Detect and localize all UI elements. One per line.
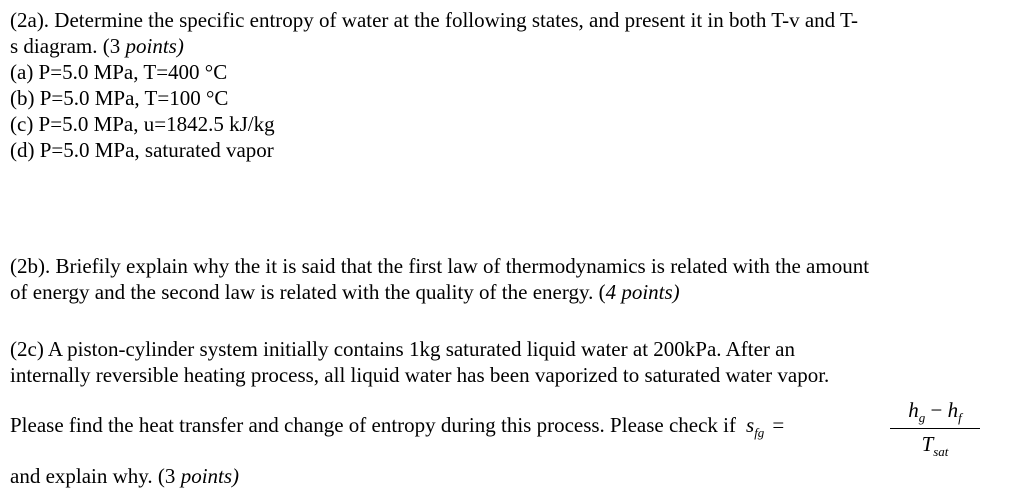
entropy-fraction bbox=[890, 398, 980, 462]
num-g-sub: g bbox=[918, 410, 926, 426]
fraction-denominator bbox=[890, 432, 980, 460]
q2c-line-2 bbox=[10, 363, 829, 387]
q2a-item-c-text: (c) P=5.0 MPa, u=1842.5 kJ/kg bbox=[10, 112, 275, 136]
q2b-line-1 bbox=[10, 254, 869, 278]
q2a-item-a-text: (a) P=5.0 MPa, T=400 °C bbox=[10, 60, 228, 84]
num-h-g: h bbox=[908, 398, 919, 422]
formula-lhs: s bbox=[746, 413, 755, 437]
q2b-line-2 bbox=[10, 280, 680, 304]
q2b-points: 4 points) bbox=[605, 280, 680, 304]
q2a-item-a bbox=[10, 60, 227, 84]
q2c-line-1 bbox=[10, 337, 795, 361]
formula-equals: = bbox=[772, 413, 785, 437]
den-T: T bbox=[921, 432, 934, 456]
q2a-line2-text: s diagram. (3 bbox=[10, 34, 126, 58]
q2a-item-c bbox=[10, 112, 275, 136]
q2c-points: points) bbox=[180, 464, 240, 488]
q2c-line3-text: Please find the heat transfer and change of entropy during this process. Please check if bbox=[10, 413, 736, 437]
q2c-heading-text: (2c) A piston-cylinder system initially contains 1kg saturated liquid water at 200kPa. After an bbox=[10, 337, 795, 361]
num-h-f: h bbox=[947, 398, 959, 422]
q2c-line-3 bbox=[10, 413, 784, 445]
num-f-sub: f bbox=[958, 410, 962, 426]
fraction-bar bbox=[890, 428, 980, 429]
num-minus: − bbox=[925, 398, 948, 422]
den-sat-sub: sat bbox=[933, 444, 949, 460]
q2a-points: points) bbox=[125, 34, 184, 58]
q2b-heading-text: (2b). Briefily explain why the it is said that the first law of thermodynamics is related with the amount bbox=[10, 254, 870, 278]
q2c-line2-text: internally reversible heating process, all liquid water has been vaporized to saturated water vapor. bbox=[10, 363, 830, 387]
q2c-line-4 bbox=[10, 464, 239, 488]
fraction-numerator bbox=[890, 398, 980, 426]
q2b-line2-text: of energy and the second law is related with the quality of the energy. ( bbox=[10, 280, 606, 304]
q2c-line4-text: and explain why. (3 bbox=[10, 464, 181, 488]
q2a-item-d bbox=[10, 138, 274, 162]
q2a-item-b bbox=[10, 86, 228, 110]
q2a-heading-text: (2a). Determine the specific entropy of water at the following states, and present it in both T-v and T- bbox=[10, 8, 858, 32]
q2a-item-b-text: (b) P=5.0 MPa, T=100 °C bbox=[10, 86, 229, 110]
formula-lhs-sub: fg bbox=[754, 425, 765, 441]
q2a-line-1 bbox=[10, 8, 858, 32]
q2a-line-2 bbox=[10, 34, 184, 58]
q2a-item-d-text: (d) P=5.0 MPa, saturated vapor bbox=[10, 138, 274, 162]
